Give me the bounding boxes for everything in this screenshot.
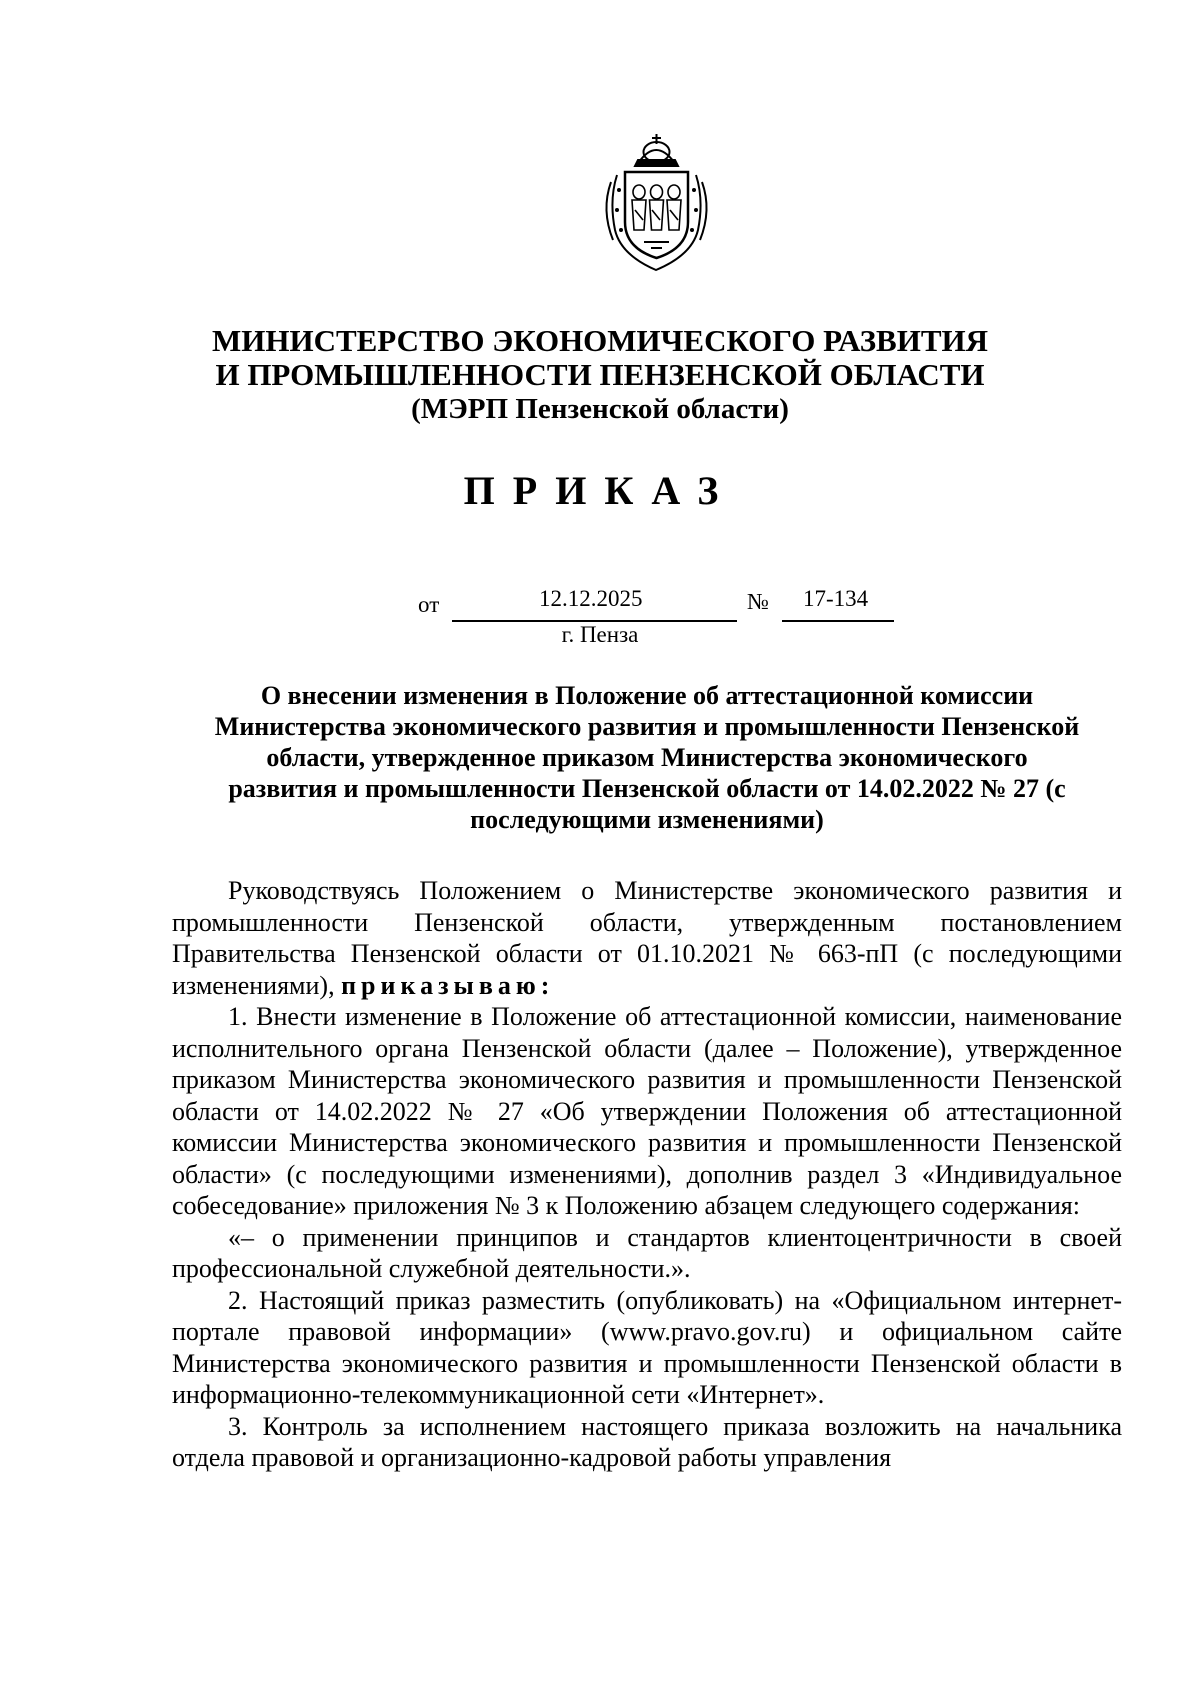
item-1-quote-paragraph: «– о применении принципов и стандартов клиентоцентричности в своей профессиональной служебной деятельности.». xyxy=(172,1222,1122,1283)
subject-line: О внесении изменения в Положение об аттестационной комиссии xyxy=(260,681,1034,710)
number-prefix: № xyxy=(747,589,769,614)
subject-line: области, утвержденное приказом Министерства экономического xyxy=(266,743,1028,772)
item-2-paragraph: 2. Настоящий приказ разместить (опубликовать) на «Официальном интернет-портале правовой информации» (www.pravo.gov.ru) и официальном сайте Министерства экономического развития и промышленности Пензенской области в информационно-телекоммуникационной сети «Интернет». xyxy=(172,1285,1122,1409)
order-word: приказываю: xyxy=(341,970,555,1000)
ministry-name-line1: МИНИСТЕРСТВО ЭКОНОМИЧЕСКОГО РАЗВИТИЯ xyxy=(211,323,989,358)
item-1-paragraph: 1. Внести изменение в Положение об аттестационной комиссии, наименование исполнительного органа Пензенской области (далее – Положение), утвержденное приказом Министерства экономического развития и промышленности Пензенской области от 14.02.2022 № 27 «Об утверждении Положения об аттестационной комиссии Министерства экономического развития и промышленности Пензенской области» (с последующими изменениями), дополнив раздел 3 «Индивидуальное собеседование» приложения № 3 к Положению абзацем следующего содержания: xyxy=(172,1002,1122,1220)
ministry-name-line2: И ПРОМЫШЛЕННОСТИ ПЕНЗЕНСКОЙ ОБЛАСТИ xyxy=(215,357,985,392)
order-subject xyxy=(172,680,1122,835)
preamble-paragraph xyxy=(172,875,1122,1001)
order-body xyxy=(172,875,1122,1474)
date-number-line xyxy=(0,582,1200,622)
subject-line: развития и промышленности Пензенской области от 14.02.2022 № 27 (с xyxy=(228,774,1066,803)
date-prefix: от xyxy=(418,592,440,617)
subject-line: Министерства экономического развития и промышленности Пензенской xyxy=(214,712,1080,741)
item-3-paragraph: 3. Контроль за исполнением настоящего приказа возложить на начальника отдела правовой и организационно-кадровой работы управления xyxy=(172,1411,1122,1472)
subject-line: последующими изменениями) xyxy=(470,805,824,834)
order-date: 12.12.2025 xyxy=(539,586,643,611)
ministry-short-name: (МЭРП Пензенской области) xyxy=(411,393,789,425)
document-type-title: ПРИКАЗ xyxy=(463,468,737,513)
preamble-text: Руководствуясь Положением о Министерстве экономического развития и промышленности Пензенской области, утвержденным постановлением Правительства Пензенской области от 01.10.2021 № 663-пП (с последующими изменениями), xyxy=(172,876,1122,1000)
coat-of-arms-emblem xyxy=(599,130,714,275)
order-number: 17-134 xyxy=(803,586,869,611)
city-name: г. Пенза xyxy=(561,622,639,647)
